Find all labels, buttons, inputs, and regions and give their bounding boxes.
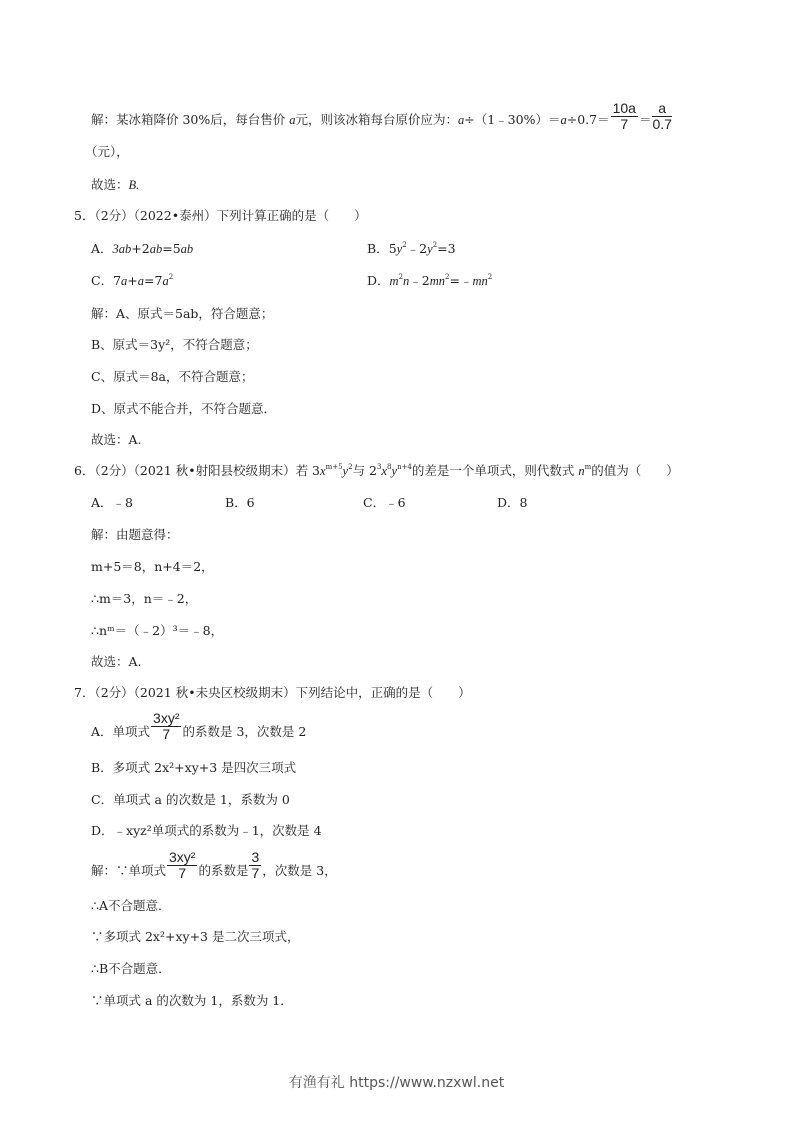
- text: 与: [352, 463, 370, 478]
- question-number: 5．: [74, 208, 95, 223]
- q7-option-d: D．﹣xyz²单项式的系数为﹣1，次数是 4: [91, 823, 322, 838]
- text: （2分）（2021 秋•射阳县校级期末）若: [94, 463, 313, 478]
- q7-header: [74, 685, 471, 701]
- q5-solution-2: B、原式＝3y²，不符合题意；: [91, 337, 258, 352]
- q5-solution-1: 解：A、原式＝5ab，符合题意；: [91, 306, 274, 321]
- fraction: [611, 101, 638, 132]
- q6-solution-2: m+5＝8，n+4＝2，: [91, 559, 214, 574]
- text: 故选：: [91, 177, 129, 192]
- text: A．单项式: [91, 724, 151, 739]
- label: A．: [91, 241, 113, 256]
- q6-answer: 故选：A.: [91, 654, 142, 669]
- q6-solution-4: ∴nᵐ＝（﹣2）³＝﹣8，: [91, 623, 224, 638]
- q7-solution-4: ∴B不合题意．: [91, 961, 171, 976]
- q6-option-c: C．﹣6: [363, 495, 406, 510]
- q5-header: [74, 208, 367, 224]
- fraction: [249, 850, 261, 881]
- text: ÷0.7＝: [566, 112, 610, 127]
- label: D．: [367, 273, 390, 288]
- denominator: 7: [162, 726, 171, 742]
- q6-option-a: A．﹣8: [91, 495, 133, 510]
- q7-option-b: B．多项式 2x²+xy+3 是四次三项式: [91, 760, 297, 775]
- text: ÷（1﹣30%）＝: [464, 112, 561, 127]
- text: （2分）（2021 秋•未央区校级期末）下列结论中，正确的是（ ）: [94, 685, 471, 700]
- text: 元，则该冰箱每台原价应为：: [295, 112, 458, 127]
- q4-answer: [91, 177, 139, 193]
- question-number: 6．: [74, 463, 95, 478]
- q7-solution-1: [91, 849, 337, 881]
- q7-solution-3: ∵多项式 2x²+xy+3 是二次三项式，: [91, 929, 300, 944]
- numerator: 3xy²: [169, 849, 196, 865]
- q6-option-b: B．6: [225, 495, 255, 510]
- text: （2分）（2022•泰州）下列计算正确的是（ ）: [94, 208, 367, 223]
- fraction: [151, 711, 181, 742]
- numerator: a: [652, 101, 671, 117]
- q6-header: 6．（2分）（2021 秋•射阳县校级期末）若 $3x^{m+5}y^2$与 $2^3x^8y^{n+4}$的差是一个单项式，则代数式 $n^m$的值为（ ）: [74, 463, 679, 478]
- q5-option-d: D．$m^2n﹣2mn^2=﹣mn^2$: [367, 273, 493, 288]
- denominator: 7: [251, 865, 260, 881]
- var: a: [458, 113, 465, 127]
- text: 解：某冰箱降价 30%后，每台售价: [91, 112, 290, 127]
- label: B．: [367, 241, 389, 256]
- q5-option-b: B．$5y^2﹣2y^2=3$: [367, 241, 456, 256]
- numerator: 3: [251, 849, 260, 865]
- text: 的系数是 3，次数是 2: [182, 724, 307, 739]
- text: ＝: [638, 112, 652, 127]
- q7-option-a: [91, 710, 307, 742]
- q5-option-c: C．$7a+a=7a^2$: [91, 273, 174, 288]
- q6-solution-intro: 解：由题意得：: [91, 527, 179, 542]
- var: a: [289, 113, 296, 127]
- q4-unit: （元），: [85, 144, 129, 159]
- q4-solution-line: [91, 100, 673, 132]
- label: C．: [91, 273, 114, 288]
- denominator: 0.7: [652, 116, 672, 132]
- numerator: 10a: [612, 100, 636, 116]
- fraction: [652, 101, 671, 132]
- numerator: 3xy²: [153, 710, 180, 726]
- fraction: [167, 850, 197, 881]
- question-number: 7．: [74, 685, 95, 700]
- q5-answer: 故选：A.: [91, 432, 142, 447]
- q7-solution-5: ∵单项式 a 的次数为 1，系数为 1．: [91, 993, 293, 1008]
- q5-option-a: A．3ab+2ab=5ab: [91, 241, 194, 256]
- q5-solution-4: D、原式不能合并，不符合题意．: [91, 401, 277, 416]
- q6-option-d: D．8: [497, 495, 528, 510]
- q7-option-c: C．单项式 a 的次数是 1，系数为 0: [91, 792, 290, 807]
- q6-solution-3: ∴m＝3，n＝﹣2，: [91, 591, 198, 606]
- text: ，次数是 3，: [262, 863, 337, 878]
- q5-solution-3: C、原式＝8a，不符合题意；: [91, 369, 254, 384]
- q7-solution-2: ∴A不合题意．: [91, 898, 171, 913]
- footer-watermark: 有渔有礼 https://www.nzxwl.net: [288, 1075, 505, 1091]
- answer: B.: [128, 178, 140, 192]
- text: 的差是一个单项式，则代数式: [411, 463, 579, 478]
- var: a: [560, 113, 567, 127]
- text: 的系数是: [198, 863, 249, 878]
- text: 的值为（ ）: [591, 463, 679, 478]
- denominator: 7: [620, 116, 629, 132]
- text: 解：∵单项式: [91, 863, 167, 878]
- denominator: 7: [178, 865, 187, 881]
